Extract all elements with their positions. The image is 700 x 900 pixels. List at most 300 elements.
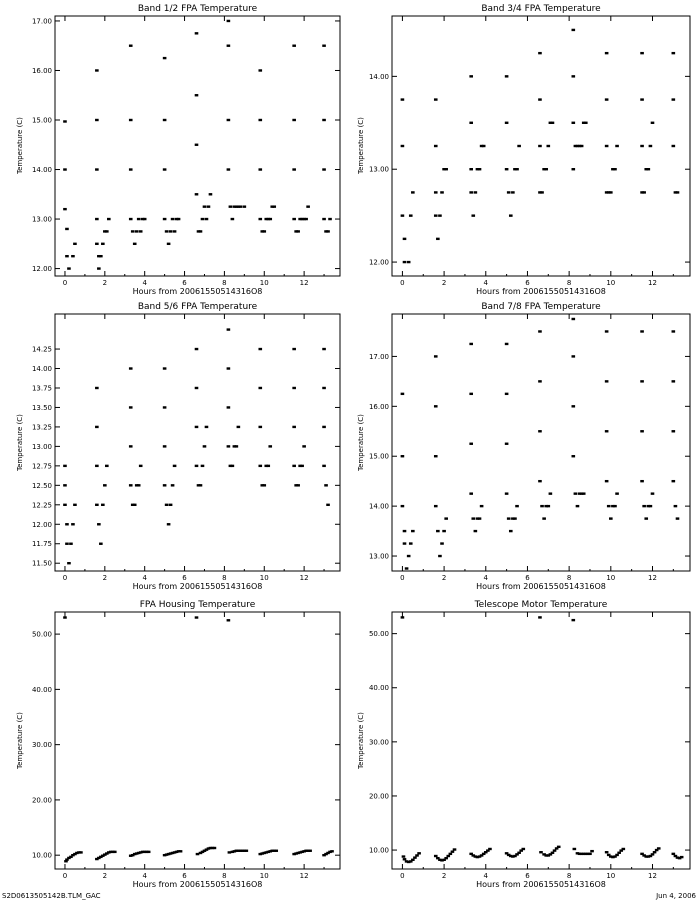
chart-band-78 bbox=[350, 296, 700, 594]
data-point bbox=[438, 555, 442, 557]
y-tick-label: 50.00 bbox=[368, 630, 389, 639]
y-tick-label: 13.75 bbox=[31, 384, 52, 393]
data-point bbox=[231, 465, 235, 467]
x-tick-label: 4 bbox=[142, 574, 147, 582]
data-point bbox=[546, 505, 550, 507]
data-point bbox=[227, 328, 231, 330]
data-point bbox=[227, 367, 231, 369]
x-tick-label: 10 bbox=[259, 279, 269, 287]
x-axis-label: Hours from 20061550514316O8 bbox=[476, 287, 606, 296]
x-tick-label: 4 bbox=[142, 872, 147, 880]
data-point bbox=[296, 484, 300, 486]
data-point bbox=[330, 850, 334, 852]
chart-band-12 bbox=[0, 0, 350, 296]
data-point bbox=[640, 52, 644, 54]
x-tick-label: 2 bbox=[102, 574, 108, 582]
data-point bbox=[411, 191, 415, 193]
data-point bbox=[163, 367, 167, 369]
data-point bbox=[557, 846, 561, 848]
data-point bbox=[258, 218, 262, 220]
y-tick-label: 11.75 bbox=[31, 540, 52, 549]
data-point bbox=[469, 393, 473, 395]
data-point bbox=[572, 75, 576, 77]
x-tick-label: 12 bbox=[648, 574, 657, 582]
data-point bbox=[440, 191, 444, 193]
y-tick-label: 14.00 bbox=[368, 72, 389, 81]
data-point bbox=[403, 238, 407, 240]
y-tick-label: 12.75 bbox=[31, 462, 52, 471]
data-point bbox=[97, 523, 101, 525]
data-point bbox=[672, 145, 676, 147]
data-point bbox=[607, 505, 611, 507]
data-point bbox=[239, 205, 243, 207]
data-point bbox=[326, 504, 330, 506]
data-point bbox=[63, 616, 67, 618]
data-point bbox=[95, 69, 99, 71]
data-point bbox=[195, 465, 199, 467]
y-tick-label: 13.00 bbox=[368, 552, 389, 561]
x-axis-label: Hours from 20061550514316O8 bbox=[476, 880, 606, 889]
y-tick-label: 12.00 bbox=[368, 258, 389, 267]
data-point bbox=[245, 850, 249, 852]
data-point bbox=[572, 619, 576, 621]
data-point bbox=[95, 465, 99, 467]
data-point bbox=[403, 261, 407, 263]
data-point bbox=[292, 119, 296, 121]
data-point bbox=[653, 851, 657, 853]
data-point bbox=[258, 387, 262, 389]
data-point bbox=[605, 330, 609, 332]
x-tick-label: 12 bbox=[648, 872, 657, 880]
y-tick-label: 40.00 bbox=[31, 685, 52, 694]
data-point bbox=[195, 387, 199, 389]
x-tick-label: 0 bbox=[400, 872, 405, 880]
data-point bbox=[434, 405, 438, 407]
y-tick-label: 11.50 bbox=[31, 559, 52, 568]
data-point bbox=[113, 851, 117, 853]
data-point bbox=[540, 191, 544, 193]
x-tick-label: 10 bbox=[606, 574, 616, 582]
data-point bbox=[403, 542, 407, 544]
x-tick-label: 8 bbox=[566, 872, 572, 880]
data-point bbox=[99, 255, 103, 257]
data-point bbox=[551, 852, 555, 854]
data-point bbox=[65, 228, 69, 230]
data-point bbox=[71, 255, 75, 257]
data-point bbox=[322, 168, 326, 170]
x-tick-label: 12 bbox=[299, 872, 309, 880]
data-point bbox=[478, 517, 482, 519]
data-point bbox=[617, 852, 621, 854]
x-tick-label: 8 bbox=[222, 872, 227, 880]
data-point bbox=[413, 856, 417, 858]
data-point bbox=[409, 542, 413, 544]
data-point bbox=[129, 406, 133, 408]
x-tick-label: 4 bbox=[483, 872, 489, 880]
data-point bbox=[302, 445, 306, 447]
data-point bbox=[143, 218, 147, 220]
data-point bbox=[195, 193, 199, 195]
data-point bbox=[401, 505, 405, 507]
data-point bbox=[63, 208, 67, 210]
data-point bbox=[488, 848, 492, 850]
data-point bbox=[676, 191, 680, 193]
data-point bbox=[672, 853, 676, 855]
x-tick-label: 10 bbox=[259, 574, 269, 582]
data-point bbox=[63, 120, 67, 122]
data-point bbox=[135, 230, 139, 232]
data-point bbox=[605, 380, 609, 382]
data-point bbox=[67, 562, 71, 564]
data-point bbox=[576, 505, 580, 507]
data-point bbox=[605, 430, 609, 432]
data-point bbox=[478, 168, 482, 170]
data-point bbox=[292, 387, 296, 389]
data-point bbox=[436, 238, 440, 240]
x-tick-label: 2 bbox=[102, 279, 108, 287]
data-point bbox=[672, 98, 676, 100]
x-tick-label: 2 bbox=[441, 279, 447, 287]
data-point bbox=[407, 261, 411, 263]
plot-area bbox=[350, 0, 700, 296]
plot-area bbox=[0, 594, 350, 892]
plot-area bbox=[350, 296, 700, 594]
data-point bbox=[322, 119, 326, 121]
x-tick-label: 6 bbox=[525, 872, 530, 880]
chart-title: Band 7/8 FPA Temperature bbox=[481, 302, 601, 312]
data-point bbox=[231, 218, 235, 220]
data-point bbox=[572, 455, 576, 457]
data-point bbox=[672, 480, 676, 482]
data-point bbox=[511, 191, 515, 193]
y-tick-label: 20.00 bbox=[368, 792, 389, 801]
data-point bbox=[440, 542, 444, 544]
x-tick-label: 4 bbox=[483, 574, 489, 582]
data-point bbox=[580, 145, 584, 147]
y-tick-label: 40.00 bbox=[368, 684, 389, 693]
data-point bbox=[434, 355, 438, 357]
data-point bbox=[131, 230, 135, 232]
x-tick-label: 2 bbox=[102, 872, 108, 880]
data-point bbox=[642, 505, 646, 507]
data-point bbox=[469, 75, 473, 77]
data-point bbox=[588, 853, 592, 855]
data-point bbox=[292, 465, 296, 467]
data-point bbox=[505, 393, 509, 395]
data-point bbox=[258, 168, 262, 170]
data-point bbox=[549, 492, 553, 494]
plot-frame bbox=[55, 16, 340, 276]
data-point bbox=[622, 848, 626, 850]
data-point bbox=[95, 243, 99, 245]
data-point bbox=[434, 191, 438, 193]
y-tick-label: 17.00 bbox=[368, 352, 389, 361]
y-tick-label: 50.00 bbox=[31, 630, 52, 639]
x-axis-label: Hours from 20061550514316O8 bbox=[132, 880, 263, 889]
data-point bbox=[129, 45, 133, 47]
x-tick-label: 2 bbox=[441, 872, 447, 880]
data-point bbox=[538, 52, 542, 54]
data-point bbox=[165, 230, 169, 232]
x-tick-label: 0 bbox=[62, 872, 68, 880]
data-point bbox=[542, 517, 546, 519]
plot-frame bbox=[55, 314, 340, 571]
y-tick-label: 12.00 bbox=[31, 520, 52, 529]
data-point bbox=[505, 168, 509, 170]
data-point bbox=[63, 504, 67, 506]
data-point bbox=[304, 218, 308, 220]
y-tick-label: 20.00 bbox=[31, 796, 52, 805]
data-point bbox=[171, 484, 175, 486]
data-point bbox=[195, 32, 199, 34]
data-point bbox=[322, 218, 326, 220]
chart-band-34 bbox=[350, 0, 700, 296]
data-point bbox=[195, 616, 199, 618]
data-point bbox=[322, 387, 326, 389]
data-point bbox=[169, 504, 173, 506]
x-tick-label: 6 bbox=[525, 574, 530, 582]
data-point bbox=[262, 484, 266, 486]
data-point bbox=[609, 517, 613, 519]
data-point bbox=[235, 445, 239, 447]
data-point bbox=[95, 218, 99, 220]
data-point bbox=[73, 243, 77, 245]
data-point bbox=[613, 505, 617, 507]
x-tick-label: 4 bbox=[142, 279, 147, 287]
data-point bbox=[651, 492, 655, 494]
data-point bbox=[605, 851, 609, 853]
chart-title: Telescope Motor Temperature bbox=[474, 600, 608, 610]
data-point bbox=[469, 168, 473, 170]
data-point bbox=[649, 145, 653, 147]
data-point bbox=[401, 455, 405, 457]
data-point bbox=[292, 218, 296, 220]
data-point bbox=[482, 145, 486, 147]
data-point bbox=[471, 214, 475, 216]
chart-title: Band 5/6 FPA Temperature bbox=[137, 302, 258, 312]
data-point bbox=[199, 230, 203, 232]
data-point bbox=[515, 168, 519, 170]
y-tick-label: 12.50 bbox=[31, 481, 52, 490]
y-tick-label: 16.00 bbox=[368, 402, 389, 411]
data-point bbox=[572, 318, 576, 320]
data-point bbox=[505, 75, 509, 77]
y-axis-label: Temperature (C) bbox=[357, 711, 365, 769]
footer-filename: S2D0613505142B.TLM_GAC bbox=[2, 892, 101, 900]
data-point bbox=[509, 214, 513, 216]
data-point bbox=[605, 145, 609, 147]
y-tick-label: 13.00 bbox=[31, 442, 52, 451]
data-point bbox=[572, 122, 576, 124]
data-point bbox=[640, 330, 644, 332]
data-point bbox=[680, 856, 684, 858]
data-point bbox=[538, 480, 542, 482]
data-point bbox=[480, 505, 484, 507]
data-point bbox=[243, 205, 247, 207]
data-point bbox=[201, 218, 205, 220]
data-point bbox=[179, 850, 183, 852]
data-point bbox=[539, 851, 543, 853]
data-point bbox=[296, 230, 300, 232]
y-tick-label: 13.50 bbox=[31, 403, 52, 412]
data-point bbox=[63, 168, 67, 170]
data-point bbox=[582, 492, 586, 494]
data-point bbox=[640, 480, 644, 482]
data-point bbox=[401, 145, 405, 147]
data-point bbox=[538, 380, 542, 382]
y-tick-label: 17.00 bbox=[31, 17, 52, 26]
x-tick-label: 8 bbox=[566, 279, 572, 287]
data-point bbox=[676, 517, 680, 519]
data-point bbox=[63, 484, 67, 486]
data-point bbox=[292, 168, 296, 170]
data-point bbox=[203, 445, 207, 447]
data-point bbox=[513, 517, 517, 519]
data-point bbox=[640, 380, 644, 382]
data-point bbox=[551, 122, 555, 124]
data-point bbox=[469, 343, 473, 345]
data-point bbox=[272, 205, 276, 207]
data-point bbox=[258, 426, 262, 428]
data-point bbox=[507, 191, 511, 193]
data-point bbox=[300, 465, 304, 467]
data-point bbox=[407, 555, 411, 557]
x-tick-label: 0 bbox=[400, 574, 405, 582]
data-point bbox=[322, 45, 326, 47]
data-point bbox=[507, 517, 511, 519]
data-point bbox=[173, 465, 177, 467]
data-point bbox=[105, 465, 109, 467]
data-point bbox=[97, 267, 101, 269]
data-point bbox=[169, 230, 173, 232]
data-point bbox=[292, 426, 296, 428]
data-point bbox=[195, 94, 199, 96]
chart-telescope-motor bbox=[350, 594, 700, 892]
data-point bbox=[213, 847, 217, 849]
y-tick-label: 10.00 bbox=[31, 851, 52, 860]
data-point bbox=[139, 230, 143, 232]
data-point bbox=[505, 343, 509, 345]
data-point bbox=[609, 191, 613, 193]
y-tick-label: 16.00 bbox=[31, 66, 52, 75]
x-tick-label: 12 bbox=[648, 279, 657, 287]
data-point bbox=[469, 443, 473, 445]
data-point bbox=[101, 243, 105, 245]
data-point bbox=[103, 484, 107, 486]
data-point bbox=[328, 218, 332, 220]
data-point bbox=[209, 193, 213, 195]
data-point bbox=[262, 230, 266, 232]
data-point bbox=[237, 426, 241, 428]
plot-frame bbox=[55, 612, 340, 869]
y-tick-label: 12.00 bbox=[31, 265, 52, 274]
data-point bbox=[195, 144, 199, 146]
data-point bbox=[517, 852, 521, 854]
data-point bbox=[444, 857, 448, 859]
plot-area bbox=[350, 594, 700, 892]
data-point bbox=[274, 850, 278, 852]
data-point bbox=[137, 218, 141, 220]
y-axis-label: Temperature (C) bbox=[357, 413, 365, 471]
data-point bbox=[266, 465, 270, 467]
data-point bbox=[574, 492, 578, 494]
data-point bbox=[434, 855, 438, 857]
data-point bbox=[79, 851, 83, 853]
data-point bbox=[538, 145, 542, 147]
y-tick-label: 10.00 bbox=[368, 846, 389, 855]
data-point bbox=[474, 530, 478, 532]
data-point bbox=[107, 218, 111, 220]
data-point bbox=[471, 517, 475, 519]
data-point bbox=[642, 191, 646, 193]
data-point bbox=[442, 530, 446, 532]
x-tick-label: 0 bbox=[62, 279, 68, 287]
data-point bbox=[105, 230, 109, 232]
data-point bbox=[640, 98, 644, 100]
data-point bbox=[538, 616, 542, 618]
data-point bbox=[227, 445, 231, 447]
data-point bbox=[469, 122, 473, 124]
footer-date: Jun 4, 2006 bbox=[656, 892, 696, 900]
data-point bbox=[199, 484, 203, 486]
chart-fpa-housing bbox=[0, 594, 350, 892]
x-tick-label: 8 bbox=[222, 279, 227, 287]
data-point bbox=[415, 854, 419, 856]
data-point bbox=[411, 530, 415, 532]
data-point bbox=[521, 848, 525, 850]
data-point bbox=[205, 426, 209, 428]
data-point bbox=[572, 405, 576, 407]
data-point bbox=[538, 430, 542, 432]
data-point bbox=[139, 465, 143, 467]
data-point bbox=[133, 243, 137, 245]
data-point bbox=[451, 850, 455, 852]
data-point bbox=[227, 406, 231, 408]
data-point bbox=[674, 505, 678, 507]
data-point bbox=[268, 218, 272, 220]
data-point bbox=[540, 505, 544, 507]
chart-title: Band 3/4 FPA Temperature bbox=[481, 4, 601, 14]
data-point bbox=[572, 355, 576, 357]
data-point bbox=[227, 20, 231, 22]
data-point bbox=[640, 430, 644, 432]
data-point bbox=[258, 69, 262, 71]
y-tick-label: 30.00 bbox=[31, 741, 52, 750]
data-point bbox=[651, 122, 655, 124]
data-point bbox=[515, 505, 519, 507]
data-point bbox=[227, 168, 231, 170]
data-point bbox=[672, 52, 676, 54]
data-point bbox=[163, 57, 167, 59]
data-point bbox=[67, 267, 71, 269]
y-axis-label: Temperature (C) bbox=[16, 117, 24, 174]
y-tick-label: 14.00 bbox=[31, 166, 52, 175]
data-point bbox=[517, 145, 521, 147]
data-point bbox=[163, 406, 167, 408]
data-point bbox=[308, 850, 312, 852]
data-point bbox=[401, 393, 405, 395]
x-tick-label: 12 bbox=[299, 279, 309, 287]
y-axis-label: Temperature (C) bbox=[357, 117, 365, 174]
data-point bbox=[227, 45, 231, 47]
data-point bbox=[71, 523, 75, 525]
data-point bbox=[258, 465, 262, 467]
data-point bbox=[137, 484, 141, 486]
data-point bbox=[129, 445, 133, 447]
x-axis-label: Hours from 20061550514316O8 bbox=[132, 582, 263, 591]
data-point bbox=[129, 119, 133, 121]
data-point bbox=[401, 616, 405, 618]
